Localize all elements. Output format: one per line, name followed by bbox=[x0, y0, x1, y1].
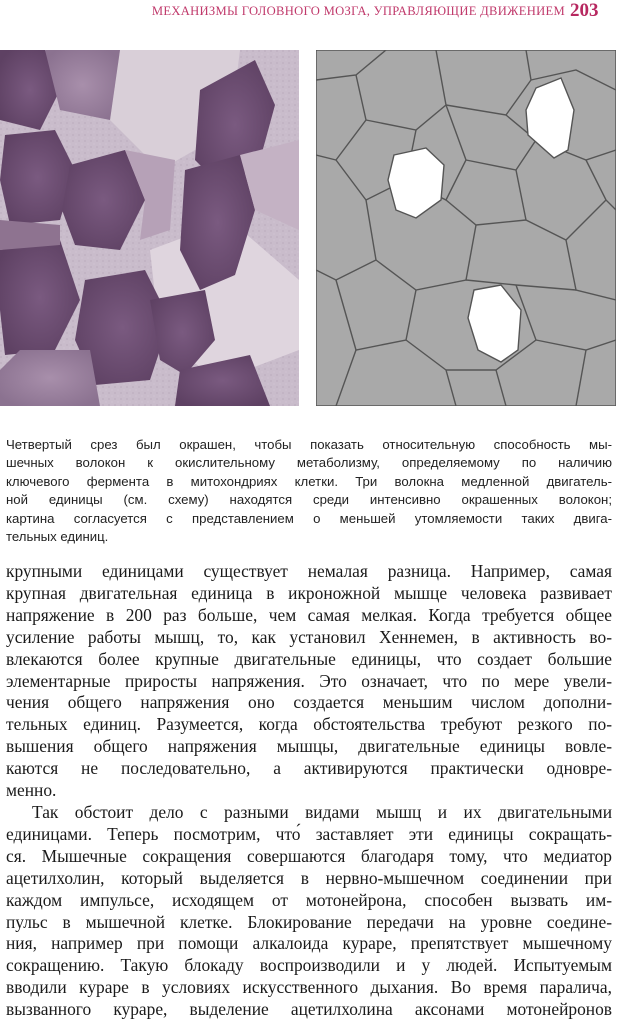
body-line: ся. Мышечные сокращения совершаются благодаря тому, что медиатор bbox=[6, 845, 612, 866]
fiber-schema-diagram bbox=[316, 50, 616, 406]
body-line: вызванного кураре, выделение ацетилхолина аксонами мотонейронов bbox=[6, 999, 612, 1020]
caption-line: картина согласуется с представлением о меньшей утомляемости таких двига- bbox=[6, 510, 612, 526]
running-head: МЕХАНИЗМЫ ГОЛОВНОГО МОЗГА, УПРАВЛЯЮЩИЕ ДВИЖЕНИЕМ bbox=[151, 4, 565, 18]
caption-line: ключевого фермента в митохондриях клетки. Три волокна медленной двигатель- bbox=[6, 473, 612, 489]
body-line: элементарные приросты напряжения. Это означает, что по мере увели- bbox=[6, 670, 612, 691]
body-line: напряжение в 200 раз больше, чем самая мелкая. Когда требуется общее bbox=[6, 604, 612, 625]
page-number: 203 bbox=[570, 0, 599, 21]
caption-line: тельных единиц. bbox=[6, 529, 109, 545]
body-line: крупная двигательная единица в икроножной мышце человека развивает bbox=[6, 582, 612, 603]
body-line: сокращению. Такую блокаду воспроизводили и у людей. Испытуемым bbox=[6, 955, 612, 976]
body-line: ния, например при помощи алкалоида кураре, препятствует мышечному bbox=[6, 933, 612, 954]
body-line: вводили кураре в условиях искусственного дыхания. Во время паралича, bbox=[6, 977, 612, 998]
micrograph-stained-section bbox=[0, 50, 299, 406]
caption-line: Четвертый срез был окрашен, чтобы показать относительную способность мы- bbox=[6, 437, 612, 452]
body-line: каждом импульсе, исходящем от мотонейрона, способен вызвать им- bbox=[6, 889, 612, 910]
body-line: Так обстоит дело с разными видами мышц и их двигательными bbox=[32, 801, 612, 822]
body-line: влекаются более крупные двигательные единицы, что создает большие bbox=[6, 648, 612, 669]
figure-caption bbox=[6, 436, 612, 546]
body-line: ацетилхолин, который выделяется в нервно-мышечном соединении при bbox=[6, 867, 612, 888]
body-line: единицами. Теперь посмотрим, что́ заставляет эти единицы сокращать- bbox=[6, 823, 612, 844]
caption-line: шечных волокон к окислительному метаболизму, определяемому по наличию bbox=[6, 455, 612, 471]
body-line: вышения общего напряжения мышцы, двигательные единицы вовле- bbox=[6, 736, 612, 757]
body-line: каются не последовательно, а активируются практически одновре- bbox=[6, 758, 612, 779]
body-line: чения общего напряжения оно создается меньшим числом дополни- bbox=[6, 692, 612, 713]
micrograph-image bbox=[0, 50, 299, 406]
body-line: усиление работы мышц, то, как установил Хеннемен, в активность во- bbox=[6, 626, 612, 647]
body-line: тельных единиц. Разумеется, когда обстоятельства требуют резкого по- bbox=[6, 714, 612, 735]
body-line: пульс в мышечной клетке. Блокирование передачи на уровне соедине- bbox=[6, 911, 612, 932]
caption-line: ной единицы (см. схему) находятся среди интенсивно окрашенных волокон; bbox=[6, 492, 612, 508]
body-line: менно. bbox=[6, 780, 57, 801]
body-text bbox=[6, 561, 612, 1021]
schema-image bbox=[316, 50, 616, 406]
page-header bbox=[0, 0, 620, 26]
body-line: крупными единицами существует немалая разница. Например, самая bbox=[6, 561, 612, 581]
